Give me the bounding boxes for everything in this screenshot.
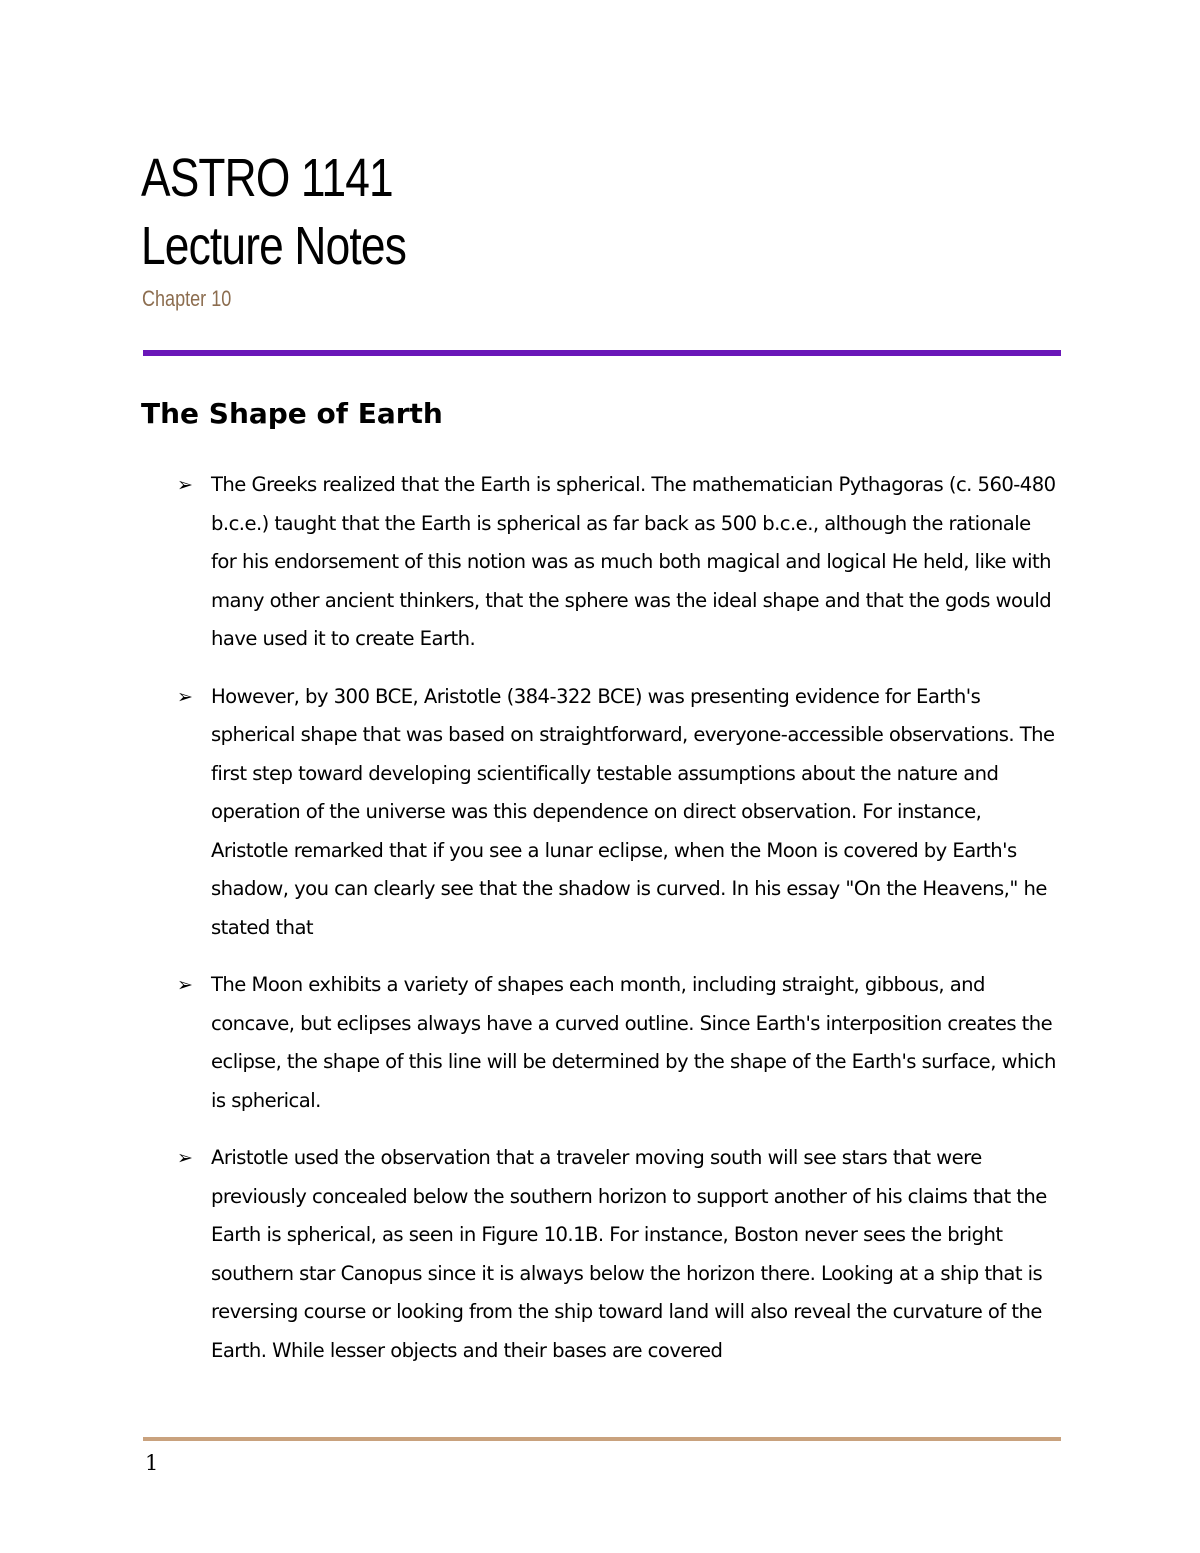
bullet-item-3: [0, 966, 1056, 1120]
bullet-item-2: [0, 678, 1056, 948]
document-title: Lecture Notes: [141, 216, 407, 276]
arrow-bullet-icon: ➢: [177, 474, 193, 496]
bullet-list: [0, 466, 1200, 1389]
course-title: ASTRO 1141: [141, 148, 393, 208]
section-heading: The Shape of Earth: [141, 397, 443, 430]
bullet-text: The Greeks realized that the Earth is spherical. The mathematician Pythagoras (c. 560-480 b.c.e.) taught that the Earth is spherical as far back as 500 b.c.e., although the rationale for his endorsement of this notion was as much both magical and logical He held, like with many other ancient thinkers, that the sphere was the ideal shape and that the gods would have used it to create Earth.: [211, 473, 1056, 650]
chapter-label: Chapter 10: [142, 286, 232, 311]
bullet-item-4: [0, 1139, 1056, 1370]
arrow-bullet-icon: ➢: [177, 1147, 193, 1169]
bullet-text: The Moon exhibits a variety of shapes each month, including straight, gibbous, and concave, but eclipses always have a curved outline. Since Earth's interposition creates the eclipse, the shape of this line will be determined by the shape of the Earth's surface, which is spherical.: [211, 973, 1056, 1112]
arrow-bullet-icon: ➢: [177, 974, 193, 996]
arrow-bullet-icon: ➢: [177, 685, 193, 708]
bullet-text: Aristotle used the observation that a traveler moving south will see stars that were previously concealed below the southern horizon to support another of his claims that the Earth is spherical, as seen in Figure 10.1B. For instance, Boston never sees the bright southern star Canopus since it is always below the horizon there. Looking at a ship that is reversing course or looking from the ship toward land will also reveal the curvature of the Earth. While lesser objects and their bases are covered: [211, 1146, 1047, 1362]
page-number: 1: [145, 1451, 159, 1475]
header-divider: [143, 350, 1061, 356]
bullet-text: However, by 300 BCE, Aristotle (384-322 BCE) was presenting evidence for Earth's spherical shape that was based on straightforward, everyone-accessible observations. The first step toward developing scientifically testable assumptions about the nature and operation of the universe was this dependence on direct observation. For instance, Aristotle remarked that if you see a lunar eclipse, when the Moon is covered by Earth's shadow, you can clearly see that the shadow is curved. In his essay "On the Heavens," he stated that: [211, 684, 1055, 939]
bullet-item-1: [0, 466, 1056, 659]
footer-divider: [143, 1437, 1061, 1441]
